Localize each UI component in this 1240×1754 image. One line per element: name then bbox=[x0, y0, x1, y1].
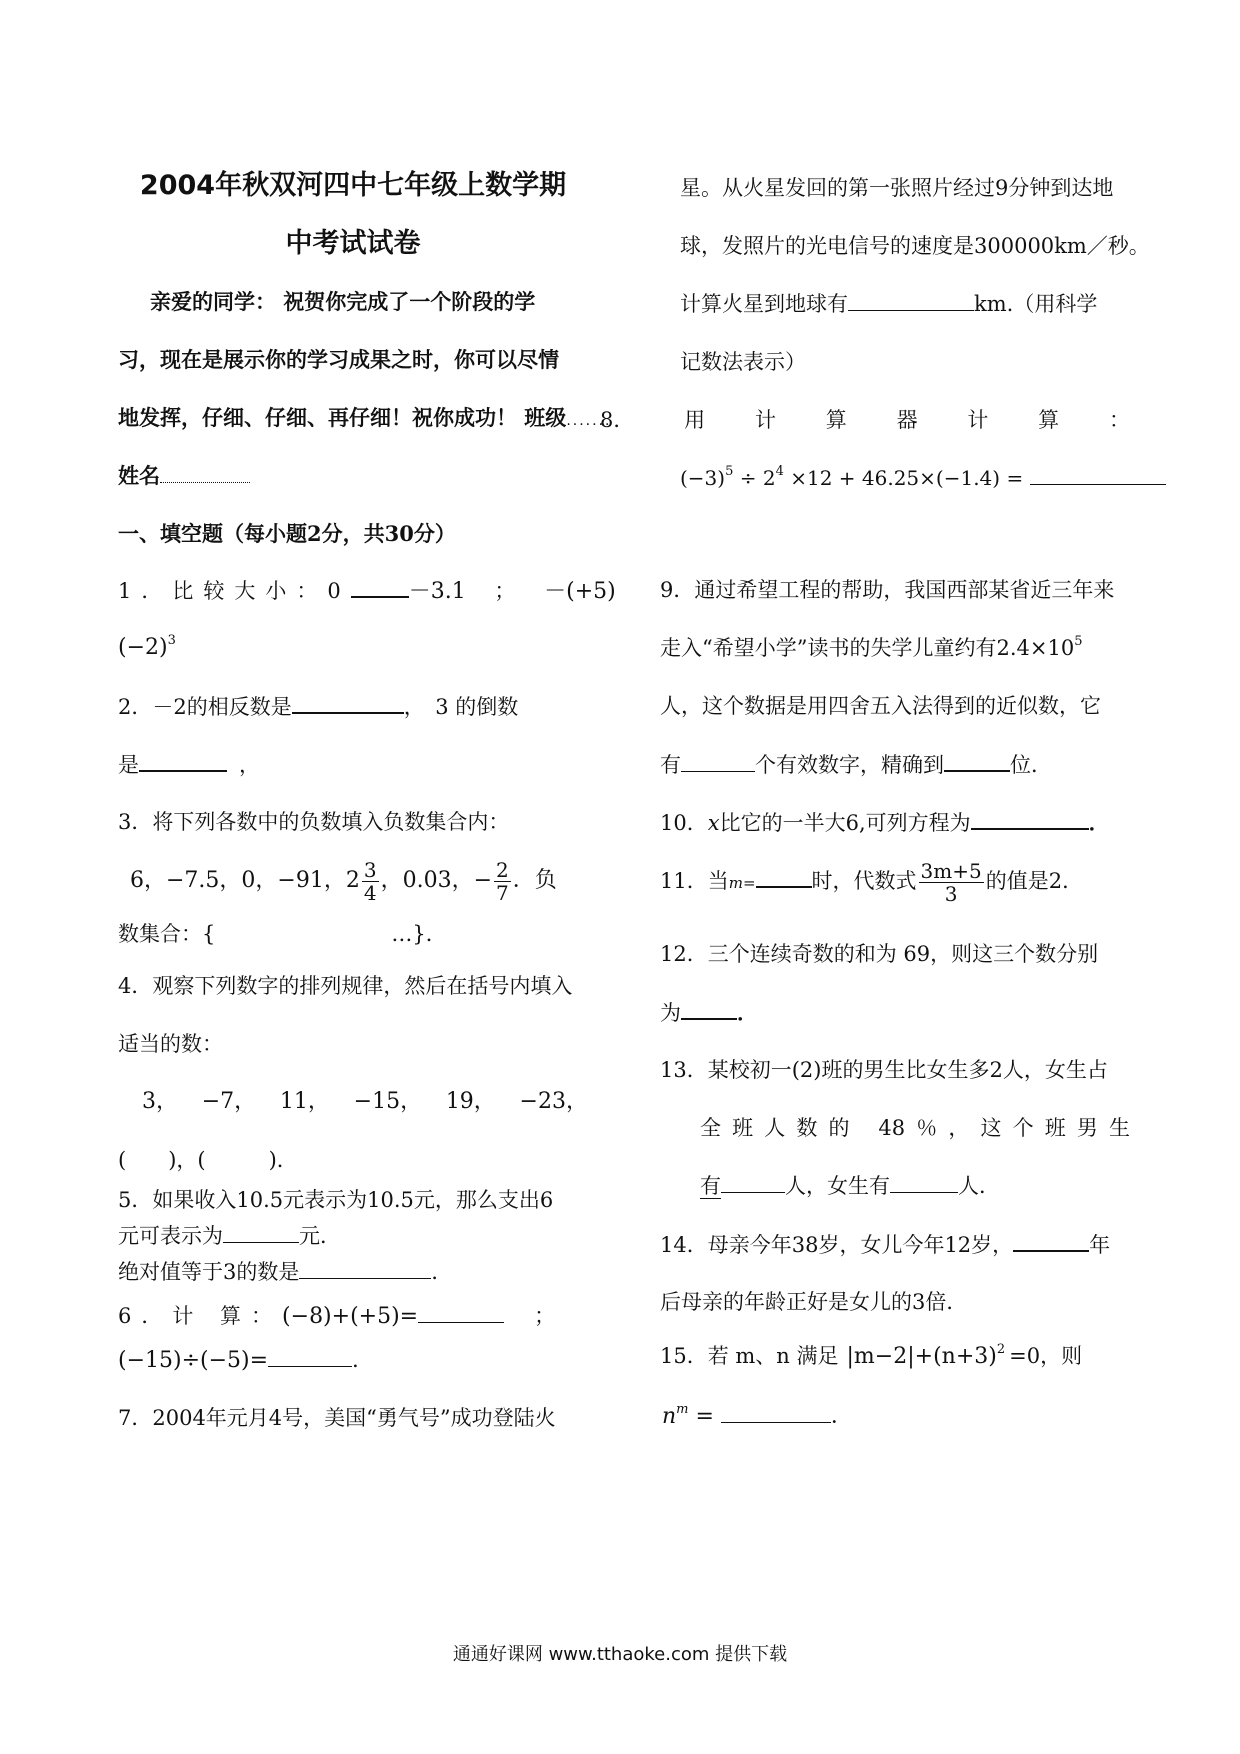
q11-variable: m= bbox=[728, 874, 756, 892]
q4-term-3: 11， bbox=[279, 1089, 330, 1114]
q15-prompt-b: =0，则 bbox=[1009, 1344, 1083, 1368]
question-9-line-4 bbox=[660, 748, 1130, 781]
section-1-heading: 一、填空题（每小题2分，共30分） bbox=[118, 521, 456, 546]
q2-prompt-c: 是 bbox=[118, 753, 139, 777]
question-12-line-2 bbox=[660, 996, 1130, 1029]
q4-term-2: −7， bbox=[201, 1089, 257, 1114]
q11-prompt-c: 的值是2． bbox=[985, 869, 1084, 893]
q3-number-list-2: ，0.03，− bbox=[380, 868, 492, 893]
q15-prompt: 15．若 m、n 满足 bbox=[660, 1344, 839, 1368]
intro-line-4 bbox=[118, 460, 588, 492]
q15-blank[interactable] bbox=[721, 1400, 831, 1423]
q6-blank-1[interactable] bbox=[418, 1300, 504, 1323]
question-8-line-1 bbox=[600, 404, 1130, 436]
q8-label-char: 器 bbox=[896, 408, 918, 432]
q9-blank-1[interactable] bbox=[681, 749, 755, 772]
q5-abs-prompt: 绝对值等于3的数是 bbox=[118, 1260, 300, 1284]
question-13-line-2: 全班人数的 48％，这个班男生 bbox=[700, 1116, 1130, 1140]
question-2-line-1 bbox=[118, 690, 588, 723]
q1-blank-1[interactable] bbox=[351, 574, 409, 598]
question-1-line-1 bbox=[118, 574, 616, 608]
name-label: 姓名 bbox=[118, 463, 160, 488]
q8-label-char: 计 bbox=[754, 408, 776, 432]
q6-expression-1: (−8)+(+5)= bbox=[282, 1304, 419, 1329]
q8-label-char: 计 bbox=[967, 408, 989, 432]
question-15-line-1 bbox=[660, 1340, 1130, 1373]
q1-prompt: 1．比较大小：0 bbox=[118, 579, 351, 603]
q1-value-b: －(+5) bbox=[544, 579, 616, 604]
q8-blank[interactable] bbox=[1030, 462, 1166, 485]
q6-separator: ； bbox=[534, 1304, 556, 1328]
question-7-line-3: 球，发照片的光电信号的速度是300000km／秒。 bbox=[680, 234, 1150, 258]
q5-period: ． bbox=[431, 1260, 453, 1284]
q8-expr-part: ÷ 2 bbox=[733, 466, 776, 490]
question-4-answer-brackets[interactable]: ( )，( )． bbox=[118, 1148, 298, 1172]
q8-label-char: 用 bbox=[684, 408, 706, 432]
q13-blank-1[interactable] bbox=[721, 1170, 785, 1193]
q5-blank-2[interactable] bbox=[299, 1256, 431, 1279]
q11-prompt-a: 11．当 bbox=[660, 869, 729, 893]
question-14-line-2: 后母亲的年龄正好是女儿的3倍． bbox=[660, 1290, 968, 1314]
intro-line-2: 习，现在是展示你的学习成果之时，你可以尽情 bbox=[118, 347, 559, 372]
q3-number-list: 6，−7.5，0，−91，2 bbox=[130, 868, 360, 893]
question-7-line-5: 记数法表示） bbox=[680, 350, 806, 374]
q15-expression: |m−2|+(n+3) bbox=[846, 1344, 997, 1369]
question-6-line-2 bbox=[118, 1344, 588, 1377]
q9-prompt-c: 位． bbox=[1010, 753, 1052, 777]
q14-unit: 年 bbox=[1089, 1233, 1111, 1257]
question-1-line-2 bbox=[118, 632, 588, 664]
question-11 bbox=[660, 856, 1130, 906]
q4-term-4: −15， bbox=[353, 1089, 423, 1114]
q4-term-5: 19， bbox=[445, 1089, 496, 1114]
q2-blank-1[interactable] bbox=[292, 690, 404, 714]
question-7-line-1: 7．2004年元月4号，美国“勇气号”成功登陆火 bbox=[118, 1406, 556, 1430]
q13-prompt-a: 有 bbox=[700, 1174, 721, 1198]
q13-blank-2[interactable] bbox=[890, 1170, 958, 1193]
q5-prompt: 元可表示为 bbox=[118, 1224, 223, 1248]
question-4-line-2: 适当的数： bbox=[118, 1032, 223, 1056]
question-13-line-3 bbox=[660, 1170, 1130, 1202]
question-6-line-1 bbox=[118, 1300, 588, 1333]
q7-blank[interactable] bbox=[848, 288, 974, 311]
q10-prompt: 比它的一半大6,可列方程为 bbox=[719, 811, 971, 835]
question-7-line-4 bbox=[660, 288, 1130, 320]
q3-set-close: …}． bbox=[391, 922, 447, 946]
q8-number: 8． bbox=[600, 408, 635, 432]
q4-term-6: −23， bbox=[519, 1089, 588, 1114]
question-5-line-2 bbox=[118, 1220, 588, 1252]
question-5-line-1: 5．如果收入10.5元表示为10.5元，那么支出6 bbox=[118, 1188, 554, 1212]
q10-blank[interactable] bbox=[971, 806, 1089, 830]
question-9-line-3: 人，这个数据是用四舍五入法得到的近似数，它 bbox=[660, 694, 1101, 718]
question-12-line-1: 12．三个连续奇数的和为 69，则这三个数分别 bbox=[660, 942, 1099, 966]
q1-value-c: (−2) bbox=[118, 635, 168, 660]
question-7-line-2: 星。从火星发回的第一张照片经过9分钟到达地 bbox=[680, 176, 1114, 200]
q3-fraction-1: $\frac{3}{4}$ bbox=[363, 857, 377, 905]
q3-fraction-2: $\frac{2}{7}$ bbox=[496, 857, 509, 905]
question-5-line-3 bbox=[118, 1256, 588, 1288]
q7-prompt: 计算火星到地球有 bbox=[680, 292, 848, 316]
question-2-line-2 bbox=[118, 748, 588, 781]
q9-prompt-b: 个有效数字，精确到 bbox=[755, 753, 944, 777]
q12-prompt: 为 bbox=[660, 1001, 681, 1025]
q15-end: ． bbox=[830, 1404, 853, 1429]
q8-exponent-2: 4 bbox=[775, 464, 784, 479]
q8-expr-part: (−3) bbox=[680, 466, 726, 490]
q11-prompt-b: 时，代数式 bbox=[811, 869, 917, 893]
question-10 bbox=[660, 806, 1130, 839]
intro-line-3-text: 地发挥，仔细、仔细、再仔细！祝你成功！ 班级 bbox=[118, 405, 567, 430]
question-4-sequence bbox=[118, 1086, 588, 1118]
q8-exponent-1: 5 bbox=[725, 464, 734, 479]
q4-term-1: 3， bbox=[142, 1089, 178, 1114]
left-column bbox=[118, 0, 616, 1754]
q5-blank-1[interactable] bbox=[223, 1220, 299, 1243]
question-3-line-1: 3．将下列各数中的负数填入负数集合内： bbox=[118, 810, 510, 834]
q15-power: m bbox=[676, 1402, 689, 1417]
q3-tail: ．负 bbox=[512, 868, 557, 893]
q6-expression-2: (−15)÷(−5)= bbox=[118, 1348, 269, 1373]
q15-base: n bbox=[662, 1404, 677, 1429]
q8-label-char: ： bbox=[1108, 408, 1130, 432]
q9-text: 走入“希望小学”读书的失学儿童约有2.4×10 bbox=[660, 636, 1075, 660]
question-3-numbers bbox=[118, 856, 588, 906]
q11-fraction: $\frac{3m+5}{3}$ bbox=[920, 859, 982, 906]
q5-unit: 元． bbox=[299, 1224, 341, 1248]
q8-expr-part: ×12 + 46.25×(−1.4) = bbox=[783, 466, 1030, 490]
question-15-line-2 bbox=[660, 1400, 1132, 1433]
q12-end: ． bbox=[737, 1000, 758, 1025]
question-14-line-1 bbox=[660, 1228, 1130, 1261]
q9-prompt-a: 有 bbox=[660, 753, 681, 777]
question-9-line-2 bbox=[660, 632, 1130, 664]
q12-blank[interactable] bbox=[681, 996, 737, 1020]
q2-prompt-a: 2．－2的相反数是 bbox=[118, 695, 292, 719]
question-9-line-1: 9．通过希望工程的帮助，我国西部某省近三年来 bbox=[660, 578, 1115, 602]
intro-line-1: 亲爱的同学： 祝贺你完成了一个阶段的学 bbox=[150, 289, 536, 314]
q6-end: ． bbox=[352, 1348, 374, 1372]
q2-blank-2[interactable] bbox=[139, 748, 227, 772]
q6-label: 6．计 算： bbox=[118, 1304, 283, 1328]
q10-end: ． bbox=[1088, 810, 1110, 835]
question-13-line-1: 13．某校初一(2)班的男生比女生多2人，女生占 bbox=[660, 1058, 1108, 1082]
question-3-line-3 bbox=[118, 918, 588, 950]
q8-label-char: 算 bbox=[825, 408, 847, 432]
q14-prompt: 14．母亲今年38岁，女儿今年12岁， bbox=[660, 1233, 1014, 1257]
q14-blank[interactable] bbox=[1013, 1228, 1089, 1252]
q11-blank[interactable] bbox=[756, 864, 812, 888]
q9-exponent: 5 bbox=[1074, 634, 1083, 649]
title-line-2: 中考试试卷 bbox=[285, 228, 421, 259]
q7-unit: km.（用科学 bbox=[974, 292, 1098, 316]
q6-blank-2[interactable] bbox=[268, 1344, 352, 1367]
title-line-1: 2004年秋双河四中七年级上数学期 bbox=[139, 170, 567, 201]
q1-exponent: 3 bbox=[167, 633, 176, 648]
q13-end: 人． bbox=[958, 1174, 1000, 1198]
q3-set-open: 数集合：{ bbox=[118, 922, 216, 946]
q2-comma: ， bbox=[239, 753, 260, 777]
q15-exponent: 2 bbox=[996, 1342, 1006, 1357]
q8-label-char: 算 bbox=[1038, 408, 1060, 432]
page-footer: 通通好课网 www.tthaoke.com 提供下载 bbox=[452, 1644, 788, 1665]
q10-number: 10． bbox=[660, 811, 708, 835]
q2-prompt-b: ， 3 的倒数 bbox=[403, 695, 519, 719]
intro-line-3: 地发挥，仔细、仔细、再仔细！祝你成功！ 班级....... bbox=[118, 405, 612, 430]
q9-blank-2[interactable] bbox=[944, 748, 1010, 772]
q13-prompt-b: 人，女生有 bbox=[785, 1174, 890, 1198]
q1-value-a: －3.1 bbox=[408, 579, 466, 604]
name-blank[interactable] bbox=[160, 460, 250, 483]
question-4-line-1: 4．观察下列数字的排列规律，然后在括号内填入 bbox=[118, 974, 573, 998]
q1-separator: ； bbox=[494, 579, 516, 603]
question-8-expression bbox=[660, 462, 1130, 494]
q10-variable: x bbox=[707, 811, 720, 835]
q15-equals: = bbox=[688, 1404, 721, 1429]
